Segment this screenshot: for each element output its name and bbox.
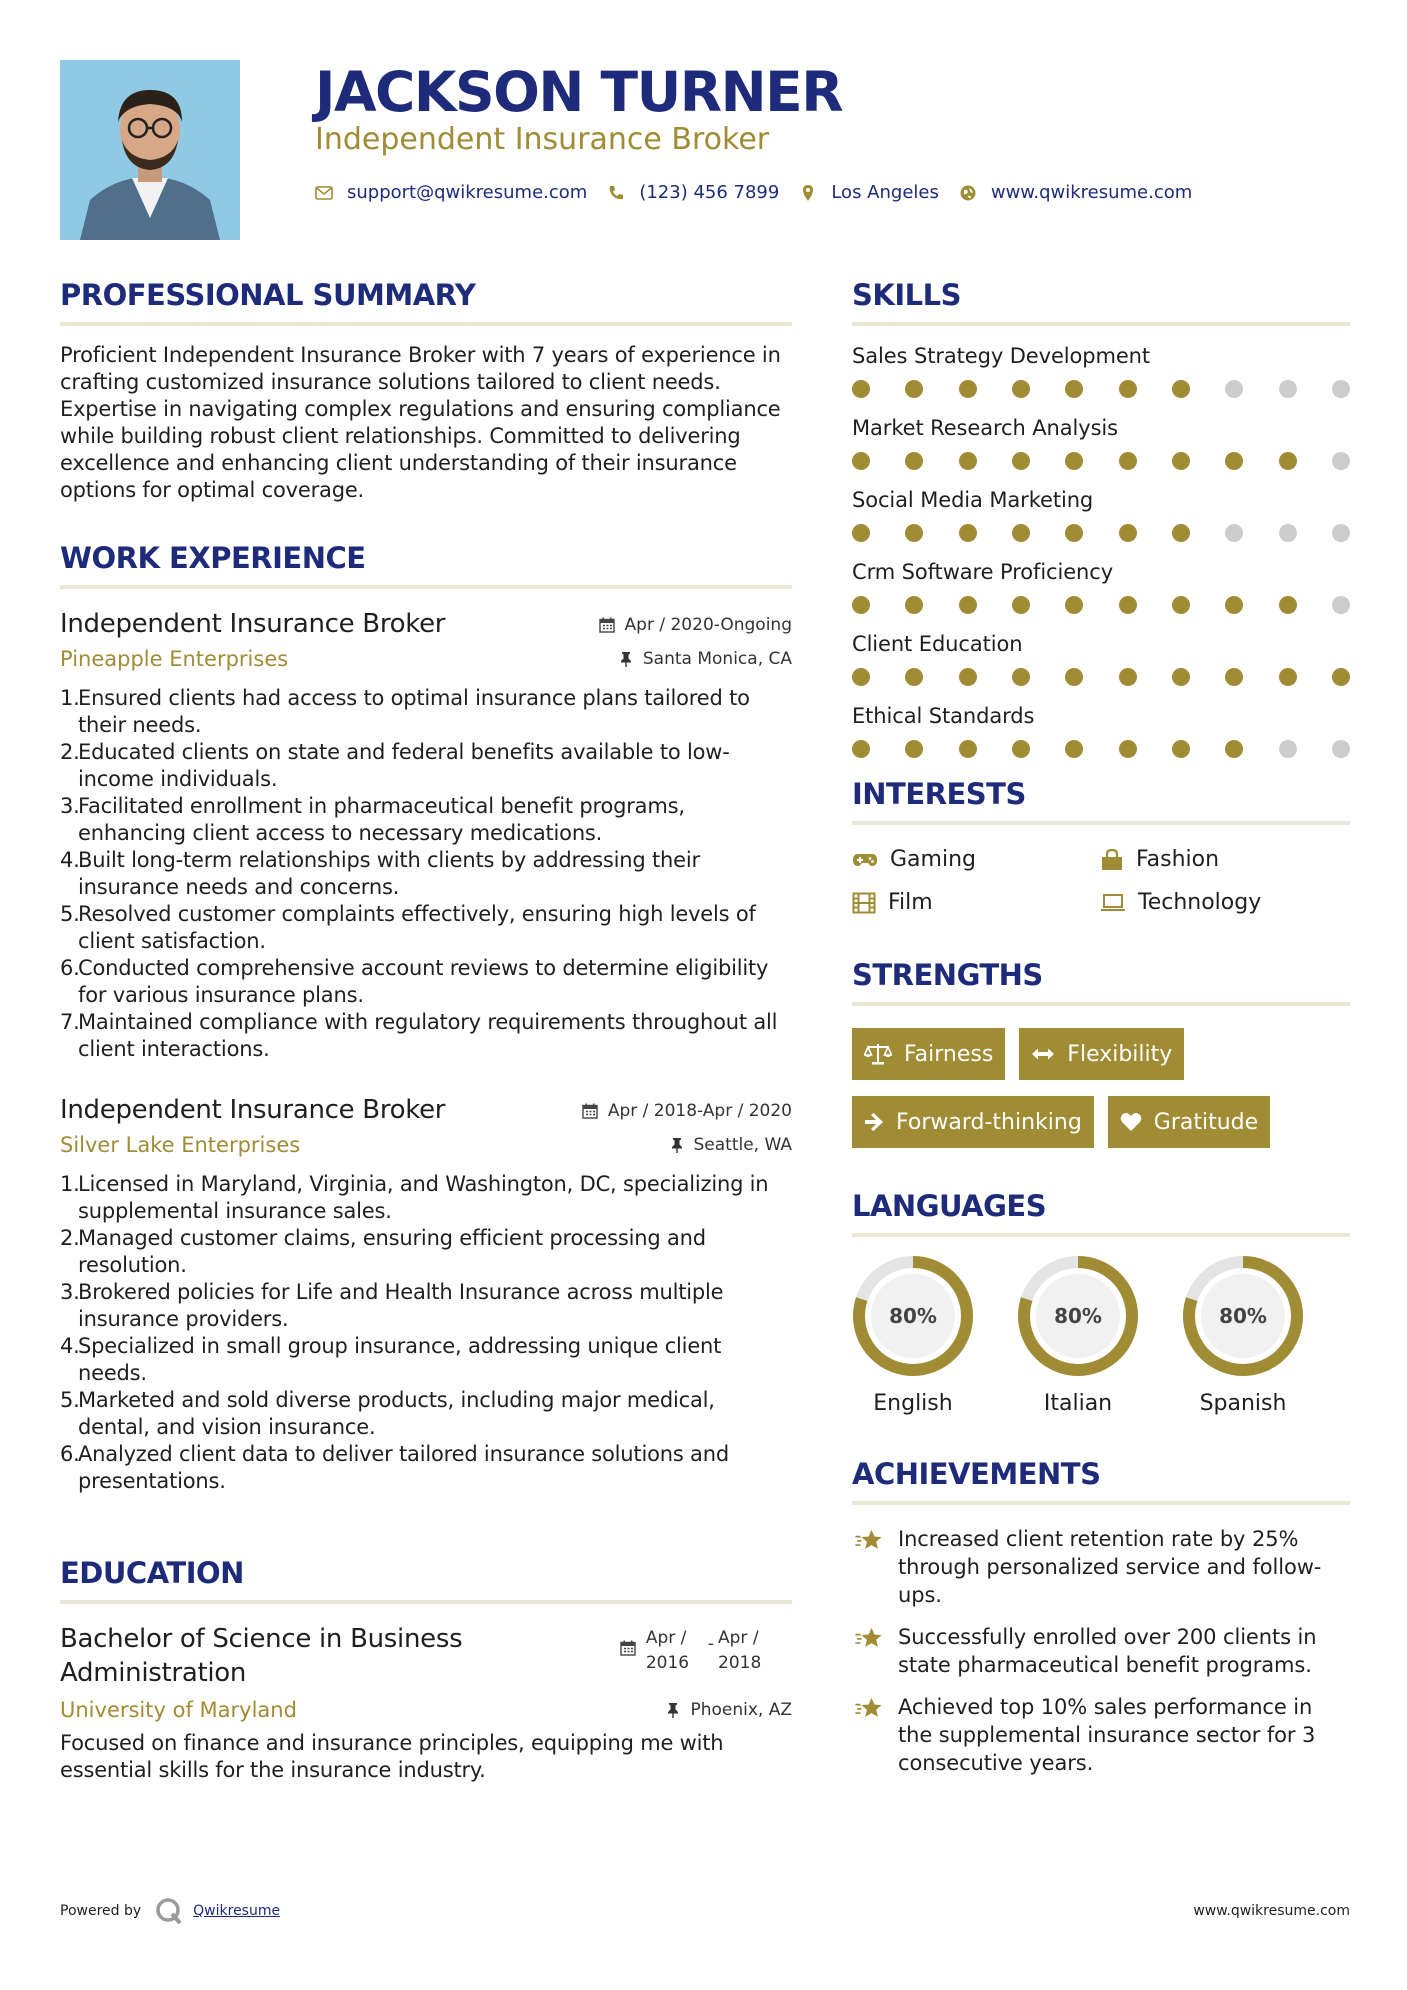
contact-phone[interactable] [607, 182, 779, 203]
globe-icon [959, 184, 977, 202]
languages-list [852, 1255, 1350, 1416]
experience-heading: WORK EXPERIENCE [60, 541, 366, 575]
rating-dot-filled [959, 668, 977, 686]
candidate-title: Independent Insurance Broker [315, 122, 770, 157]
brand-link[interactable]: Qwikresume [193, 1903, 281, 1919]
skill-rating [852, 524, 1350, 542]
interests-grid [852, 847, 1350, 915]
list-item: 4.Specialized in small group insurance, addressing unique client needs. [60, 1334, 722, 1385]
star-award-icon [852, 1693, 886, 1719]
interest-item [1100, 847, 1350, 872]
bullet-text: Managed customer claims, ensuring efficient processing and resolution. [78, 1226, 706, 1277]
language-name: Italian [1043, 1391, 1113, 1416]
rating-dot-filled [852, 452, 870, 470]
rating-dot-filled [959, 740, 977, 758]
powered-by [60, 1897, 280, 1925]
rating-dot-filled [1225, 668, 1243, 686]
language-percent: 80% [1219, 1304, 1267, 1328]
skill-name: Sales Strategy Development [852, 344, 1150, 368]
language-percent: 80% [889, 1304, 937, 1328]
bullet-text: Analyzed client data to deliver tailored insurance solutions and presentations. [78, 1442, 729, 1493]
skill-rating [852, 596, 1350, 614]
language-ring [1017, 1255, 1139, 1377]
laptop-icon [1100, 893, 1126, 913]
list-item: 1.Licensed in Maryland, Virginia, and Washington, DC, specializing in supplemental insurance sales. [60, 1172, 769, 1223]
rating-dot-filled [1119, 524, 1137, 542]
rating-dot-filled [1012, 668, 1030, 686]
film-icon [852, 892, 876, 914]
skills-heading: SKILLS [852, 278, 961, 312]
bullet-text: Maintained compliance with regulatory requirements throughout all client interactions. [78, 1010, 778, 1061]
footer-website[interactable]: www.qwikresume.com [1193, 1903, 1350, 1919]
section-divider [852, 322, 1350, 326]
arrow-right-icon [864, 1113, 884, 1131]
pin-icon [619, 651, 633, 667]
rating-dot-empty [1332, 452, 1350, 470]
education-description: Focused on finance and insurance principles, equipping me with essential skills for the insurance industry. [60, 1731, 724, 1782]
arrows-horizontal-icon [1031, 1047, 1055, 1061]
section-divider [60, 585, 792, 589]
education-dates [620, 1626, 768, 1690]
experience-section [60, 538, 792, 1495]
rating-dot-filled [905, 524, 923, 542]
interest-label: Fashion [1136, 847, 1220, 872]
job-entry [60, 1093, 792, 1495]
location-text: Los Angeles [831, 182, 939, 203]
strength-label: Gratitude [1153, 1109, 1259, 1135]
education-end: Apr / 2018 [718, 1628, 762, 1673]
contact-bar [315, 182, 1355, 203]
rating-dot-filled [905, 380, 923, 398]
job-dates [582, 1101, 792, 1121]
section-divider [852, 1002, 1350, 1006]
rating-dot-filled [1065, 740, 1083, 758]
shopping-bag-icon [1100, 849, 1124, 871]
rating-dot-filled [1119, 380, 1137, 398]
rating-dot-filled [1225, 596, 1243, 614]
summary-text: Proficient Independent Insurance Broker with 7 years of experience in crafting customized insurance solutions tailored to client needs. Expertise in navigating complex regulations and ensuring compliance while building robust client relationships. Committed to delivering excellence and enhancing client understanding of their insurance options for optimal coverage. [60, 343, 781, 502]
rating-dot-filled [852, 668, 870, 686]
rating-dot-empty [1225, 380, 1243, 398]
qwikresume-logo-icon [155, 1897, 183, 1925]
skill-name: Crm Software Proficiency [852, 560, 1114, 584]
interest-item [852, 847, 1100, 872]
bullet-text: Specialized in small group insurance, addressing unique client needs. [78, 1334, 722, 1385]
interest-label: Technology [1138, 890, 1262, 915]
achievement-text: Increased client retention rate by 25% through personalized service and follow-ups. [898, 1527, 1322, 1607]
rating-dot-filled [1279, 452, 1297, 470]
profile-photo [60, 60, 240, 240]
rating-dot-filled [1012, 452, 1030, 470]
skills-list [852, 342, 1350, 758]
rating-dot-filled [1065, 380, 1083, 398]
language-name: English [873, 1391, 953, 1416]
company-name: Silver Lake Enterprises [60, 1133, 301, 1157]
job-dates-text: Apr / 2018-Apr / 2020 [607, 1101, 792, 1121]
rating-dot-filled [1012, 380, 1030, 398]
bullet-text: Brokered policies for Life and Health Insurance across multiple insurance providers. [78, 1280, 724, 1331]
heart-icon [1120, 1112, 1142, 1132]
star-award-icon [852, 1525, 886, 1551]
summary-section [60, 275, 792, 504]
language-name: Spanish [1199, 1391, 1287, 1416]
section-divider [852, 821, 1350, 825]
section-divider [60, 1600, 792, 1604]
bullet-text: Resolved customer complaints effectively, ensuring high levels of client satisfaction. [78, 902, 756, 953]
skills-section [852, 275, 1350, 758]
contact-website[interactable] [959, 182, 1192, 203]
strength-label: Flexibility [1067, 1041, 1173, 1067]
language-percent: 80% [1054, 1304, 1102, 1328]
achievement-text: Achieved top 10% sales performance in the supplemental insurance sector for 3 consecutive years. [898, 1695, 1316, 1775]
rating-dot-filled [1279, 596, 1297, 614]
powered-by-label: Powered by [60, 1903, 142, 1919]
interests-section [852, 774, 1350, 915]
rating-dot-filled [1012, 740, 1030, 758]
job-title: Independent Insurance Broker [60, 609, 446, 639]
rating-dot-empty [1279, 740, 1297, 758]
rating-dot-filled [852, 740, 870, 758]
skill-name: Client Education [852, 632, 1023, 656]
skill-item [852, 486, 1350, 542]
list-item: 7.Maintained compliance with regulatory requirements throughout all client interactions. [60, 1010, 778, 1061]
calendar-icon [599, 617, 615, 633]
list-item: 2.Managed customer claims, ensuring efficient processing and resolution. [60, 1226, 706, 1277]
job-bullets [60, 685, 792, 1063]
rating-dot-filled [905, 596, 923, 614]
strengths-section [852, 955, 1350, 1164]
job-dates [599, 615, 792, 635]
job-bullets [60, 1171, 792, 1495]
skill-item [852, 702, 1350, 758]
list-item: 6.Analyzed client data to deliver tailored insurance solutions and presentations. [60, 1442, 729, 1493]
rating-dot-filled [1172, 668, 1190, 686]
resume-header [315, 58, 1355, 203]
strength-badge [852, 1096, 1094, 1148]
phone-icon [607, 184, 625, 202]
skill-name: Market Research Analysis [852, 416, 1118, 440]
rating-dot-filled [852, 380, 870, 398]
interest-label: Gaming [890, 847, 976, 872]
pin-icon [670, 1137, 684, 1153]
strength-badge [852, 1028, 1005, 1080]
degree-title: Bachelor of Science in Business Administration [60, 1624, 463, 1688]
section-divider [852, 1501, 1350, 1505]
rating-dot-empty [1332, 380, 1350, 398]
bullet-text: Facilitated enrollment in pharmaceutical benefit programs, enhancing client access to necessary medications. [78, 794, 685, 845]
rating-dot-empty [1332, 596, 1350, 614]
rating-dot-filled [1065, 596, 1083, 614]
achievements-heading: ACHIEVEMENTS [852, 1457, 1101, 1491]
strength-badge [1108, 1096, 1270, 1148]
right-column [852, 275, 1350, 1777]
summary-heading: PROFESSIONAL SUMMARY [60, 278, 476, 312]
gamepad-icon [852, 852, 878, 868]
language-item [1182, 1255, 1304, 1416]
list-item: 5.Resolved customer complaints effectively, ensuring high levels of client satisfaction. [60, 902, 756, 953]
education-start: Apr / 2016 [645, 1628, 690, 1673]
list-item: 3.Brokered policies for Life and Health Insurance across multiple insurance providers. [60, 1280, 724, 1331]
rating-dot-filled [959, 524, 977, 542]
contact-location [799, 182, 939, 203]
rating-dot-filled [1065, 524, 1083, 542]
rating-dot-filled [1065, 668, 1083, 686]
envelope-icon [315, 184, 333, 202]
skill-rating [852, 740, 1350, 758]
rating-dot-filled [959, 596, 977, 614]
interest-label: Film [888, 890, 933, 915]
website-text: www.qwikresume.com [990, 182, 1193, 203]
job-entry [60, 607, 792, 1063]
list-item: 1.Ensured clients had access to optimal insurance plans tailored to their needs. [60, 686, 750, 737]
rating-dot-filled [1012, 524, 1030, 542]
achievements-list [852, 1525, 1350, 1777]
rating-dot-empty [1332, 524, 1350, 542]
page-footer [60, 1897, 1350, 1925]
rating-dot-filled [1119, 452, 1137, 470]
rating-dot-filled [1225, 452, 1243, 470]
pin-icon [666, 1702, 680, 1718]
skill-rating [852, 452, 1350, 470]
rating-dot-empty [1225, 524, 1243, 542]
rating-dot-empty [1279, 380, 1297, 398]
rating-dot-filled [905, 740, 923, 758]
education-location-text: Phoenix, AZ [690, 1700, 792, 1720]
interest-item [1100, 890, 1350, 915]
calendar-icon [582, 1103, 598, 1119]
rating-dot-filled [1172, 380, 1190, 398]
bullet-text: Ensured clients had access to optimal insurance plans tailored to their needs. [78, 686, 750, 737]
rating-dot-filled [1172, 452, 1190, 470]
education-section [60, 1553, 792, 1784]
rating-dot-filled [1012, 596, 1030, 614]
strengths-list [852, 1028, 1350, 1164]
rating-dot-filled [852, 596, 870, 614]
email-text: support@qwikresume.com [347, 182, 588, 203]
rating-dot-filled [1225, 740, 1243, 758]
rating-dot-filled [1332, 668, 1350, 686]
rating-dot-filled [1119, 668, 1137, 686]
language-item [1017, 1255, 1139, 1416]
list-item: 2.Educated clients on state and federal benefits available to low-income individuals. [60, 740, 730, 791]
languages-heading: LANGUAGES [852, 1189, 1047, 1223]
left-column [60, 275, 792, 1784]
bullet-text: Educated clients on state and federal benefits available to low-income individuals. [78, 740, 730, 791]
calendar-icon [620, 1640, 636, 1656]
rating-dot-filled [905, 452, 923, 470]
skill-item [852, 414, 1350, 470]
rating-dot-filled [1119, 596, 1137, 614]
strength-label: Fairness [904, 1041, 994, 1067]
rating-dot-empty [1332, 740, 1350, 758]
strength-label: Forward-thinking [896, 1109, 1082, 1135]
education-heading: EDUCATION [60, 1556, 244, 1590]
rating-dot-filled [905, 668, 923, 686]
rating-dot-filled [852, 524, 870, 542]
bullet-text: Marketed and sold diverse products, including major medical, dental, and vision insurance. [78, 1388, 715, 1439]
education-location [666, 1700, 792, 1720]
strength-badge [1019, 1028, 1184, 1080]
achievement-item [852, 1525, 1350, 1609]
phone-text: (123) 456 7899 [639, 182, 780, 203]
list-item: 3.Facilitated enrollment in pharmaceutical benefit programs, enhancing client access to necessary medications. [60, 794, 685, 845]
achievement-item [852, 1693, 1350, 1777]
rating-dot-filled [1279, 668, 1297, 686]
job-dates-text: Apr / 2020-Ongoing [624, 615, 792, 635]
achievement-item [852, 1623, 1350, 1679]
language-ring [852, 1255, 974, 1377]
skill-item [852, 630, 1350, 686]
skill-rating [852, 668, 1350, 686]
job-title: Independent Insurance Broker [60, 1095, 446, 1125]
skill-name: Ethical Standards [852, 704, 1035, 728]
school-name: University of Maryland [60, 1698, 297, 1722]
language-ring [1182, 1255, 1304, 1377]
contact-email[interactable] [315, 182, 587, 203]
list-item: 6.Conducted comprehensive account reviews to determine eligibility for various insurance plans. [60, 956, 769, 1007]
date-separator: - [707, 1634, 714, 1654]
section-divider [60, 322, 792, 326]
balance-scale-icon [864, 1042, 892, 1066]
company-name: Pineapple Enterprises [60, 647, 289, 671]
achievement-text: Successfully enrolled over 200 clients in state pharmaceutical benefit programs. [898, 1625, 1317, 1677]
rating-dot-filled [1172, 524, 1190, 542]
rating-dot-filled [1172, 596, 1190, 614]
skill-name: Social Media Marketing [852, 488, 1094, 512]
rating-dot-filled [959, 380, 977, 398]
rating-dot-filled [1172, 740, 1190, 758]
skill-item [852, 342, 1350, 398]
bullet-text: Conducted comprehensive account reviews to determine eligibility for various insurance plans. [78, 956, 769, 1007]
list-item: 5.Marketed and sold diverse products, including major medical, dental, and vision insurance. [60, 1388, 715, 1439]
job-location-text: Santa Monica, CA [642, 649, 792, 669]
skill-rating [852, 380, 1350, 398]
job-location [670, 1135, 793, 1155]
star-award-icon [852, 1623, 886, 1649]
languages-section [852, 1186, 1350, 1416]
strengths-heading: STRENGTHS [852, 958, 1043, 992]
rating-dot-empty [1279, 524, 1297, 542]
language-item [852, 1255, 974, 1416]
job-location [619, 649, 792, 669]
section-divider [852, 1233, 1350, 1237]
map-marker-icon [799, 184, 817, 202]
job-location-text: Seattle, WA [693, 1135, 792, 1155]
list-item: 4.Built long-term relationships with clients by addressing their insurance needs and concerns. [60, 848, 700, 899]
skill-item [852, 558, 1350, 614]
rating-dot-filled [1065, 452, 1083, 470]
rating-dot-filled [1119, 740, 1137, 758]
candidate-name: JACKSON TURNER [315, 60, 843, 124]
bullet-text: Built long-term relationships with clients by addressing their insurance needs and concerns. [78, 848, 700, 899]
rating-dot-filled [959, 452, 977, 470]
bullet-text: Licensed in Maryland, Virginia, and Washington, DC, specializing in supplemental insurance sales. [78, 1172, 769, 1223]
achievements-section [852, 1454, 1350, 1777]
interests-heading: INTERESTS [852, 777, 1026, 811]
interest-item [852, 890, 1100, 915]
